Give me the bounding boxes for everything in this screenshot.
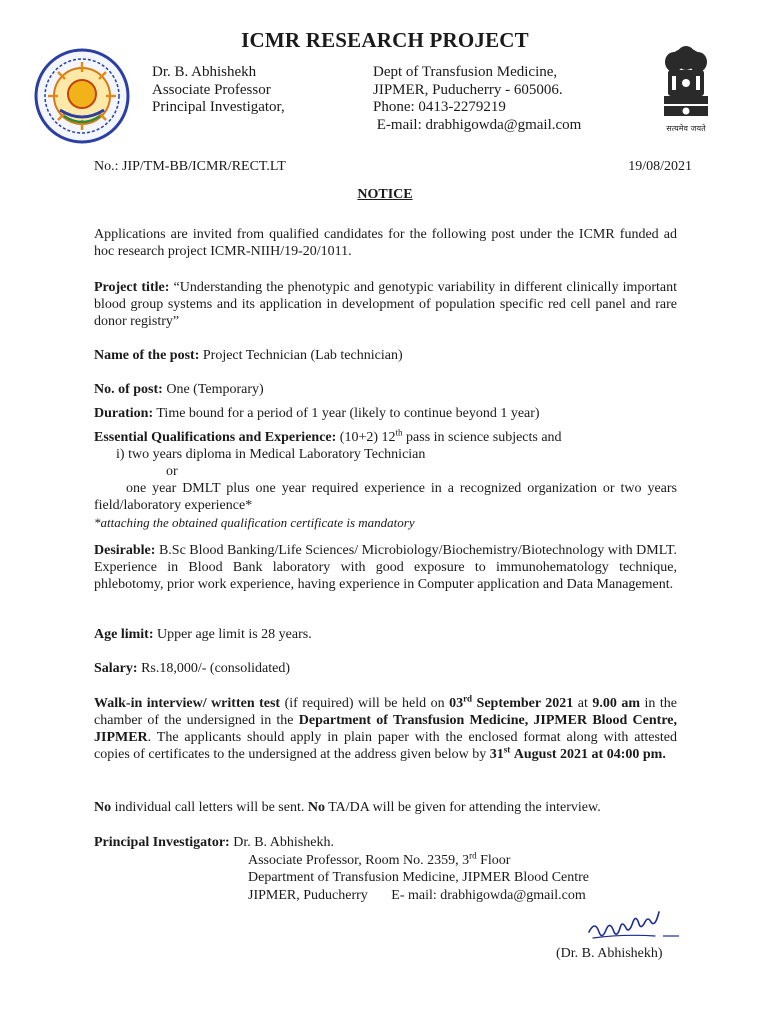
age-text: Upper age limit is 28 years. bbox=[156, 627, 312, 642]
age-label: Age limit: bbox=[94, 627, 154, 642]
salary-line bbox=[94, 660, 677, 677]
handwritten-signature-icon bbox=[585, 910, 685, 944]
pi-label: Principal Investigator: bbox=[94, 835, 230, 850]
desirable-paragraph bbox=[94, 542, 677, 593]
investigator-name: Dr. B. Abhishekh bbox=[152, 64, 257, 80]
qualifications-line bbox=[94, 429, 677, 446]
age-line bbox=[94, 626, 677, 643]
deadline-day: 31 bbox=[489, 747, 504, 762]
walkin-month: September 2021 bbox=[476, 696, 574, 711]
pi-email: E- mail: drabhigowda@gmail.com bbox=[391, 887, 586, 903]
num-posts-line bbox=[94, 381, 677, 398]
walkin-text-3: in the chamber of the undersigned in the bbox=[94, 696, 678, 728]
qualification-item-2: one year DMLT plus one year required experience in a recognized organization or two years field/laboratory experience* bbox=[94, 481, 677, 513]
qualification-item-1 bbox=[94, 446, 677, 463]
desirable-label: Desirable: bbox=[94, 543, 156, 558]
no-letters-text-2: TA/DA will be given for attending the interview. bbox=[328, 800, 601, 815]
emblem-motto: सत्यमेव जयते bbox=[666, 124, 706, 133]
post-text: Project Technician (Lab technician) bbox=[202, 348, 403, 363]
qualifications-label: Essential Qualifications and Experience: bbox=[94, 430, 337, 445]
walkin-text-4: . The applicants should apply in plain paper with the enclosed format along with attested copies of certificates to the undersigned at the address given below by bbox=[94, 730, 677, 762]
duration-text: Time bound for a period of 1 year (likely to continue beyond 1 year) bbox=[156, 406, 540, 421]
project-paragraph bbox=[94, 279, 677, 330]
reference-line bbox=[94, 159, 692, 175]
pi-room: Associate Professor, Room No. 2359, 3 bbox=[248, 852, 470, 868]
walkin-paragraph bbox=[94, 695, 677, 763]
project-label: Project title: bbox=[94, 280, 170, 295]
department-block bbox=[373, 64, 581, 134]
walkin-text-2: at bbox=[577, 696, 588, 711]
pi-line-3: Department of Transfusion Medicine, JIPMER Blood Centre bbox=[248, 870, 590, 885]
walkin-day-sup: rd bbox=[463, 693, 473, 704]
department-address: JIPMER, Puducherry - 605006. bbox=[373, 81, 563, 98]
qualification-or: or bbox=[166, 464, 178, 479]
no-letters-text-1: individual call letters will be sent. bbox=[114, 800, 305, 815]
salary-text: Rs.18,000/- (consolidated) bbox=[141, 661, 290, 676]
deadline-rest: August 2021 at 04:00 pm. bbox=[513, 747, 666, 762]
desirable-text: B.Sc Blood Banking/Life Sciences/ Microbiology/Biochemistry/Biotechnology with DMLT. Experience in Blood Bank laboratory with good exposure to immunohematology technique, phlebotomy, prior work experience, having experience in Computer application and Data Management. bbox=[94, 543, 677, 592]
walkin-department: Department of Transfusion Medicine, JIPMER Blood Centre, JIPMER bbox=[94, 713, 678, 745]
intro-paragraph: Applications are invited from qualified candidates for the following post under the ICMR funded ad hoc research project ICMR-NIIH/19-20/1011. bbox=[94, 227, 677, 259]
qualifications-lead: (10+2) 12 bbox=[339, 430, 396, 445]
pi-city: JIPMER, Puducherry bbox=[248, 887, 368, 903]
pi-floor-sup: rd bbox=[469, 849, 477, 860]
item-marker: i) bbox=[116, 447, 125, 462]
department-phone: Phone: 0413-2279219 bbox=[373, 99, 506, 115]
investigator-designation: Associate Professor bbox=[152, 81, 271, 98]
pi-line-2 bbox=[94, 849, 677, 870]
pi-block bbox=[94, 834, 677, 904]
salary-label: Salary: bbox=[94, 661, 138, 676]
walkin-day: 03 bbox=[449, 696, 464, 711]
qualifications-tail: pass in science subjects and bbox=[406, 430, 562, 445]
reference-number: No.: JIP/TM-BB/ICMR/RECT.LT bbox=[94, 159, 286, 174]
post-line bbox=[94, 347, 677, 364]
project-text: “Understanding the phenotypic and genotypic variability in different clinically important blood group systems and its application in development of population specific red cell panel and rare donor registry” bbox=[94, 280, 678, 329]
qualifications-sup: th bbox=[395, 427, 403, 438]
pi-floor: Floor bbox=[476, 852, 511, 868]
walkin-text-1: (if required) will be held on bbox=[284, 696, 445, 711]
pi-line-4 bbox=[94, 887, 677, 905]
department-name: Dept of Transfusion Medicine, bbox=[373, 64, 558, 80]
walkin-label: Walk-in interview/ written test bbox=[94, 696, 281, 711]
walkin-time: 9.00 am bbox=[592, 696, 641, 711]
no-letters-no-2: No bbox=[307, 800, 325, 815]
national-emblem-icon bbox=[652, 40, 720, 136]
investigator-block bbox=[152, 64, 285, 117]
deadline-sup: st bbox=[503, 744, 511, 755]
duration-label: Duration: bbox=[94, 406, 154, 421]
page-title: ICMR RESEARCH PROJECT bbox=[241, 28, 529, 52]
item-text: two years diploma in Medical Laboratory Technician bbox=[128, 447, 426, 462]
investigator-role: Principal Investigator, bbox=[152, 99, 285, 115]
num-posts-label: No. of post: bbox=[94, 382, 163, 397]
no-letters-no-1: No bbox=[94, 800, 112, 815]
no-letters-line bbox=[94, 799, 677, 816]
pi-line-1 bbox=[94, 834, 677, 852]
signatory-name: (Dr. B. Abhishekh) bbox=[556, 946, 663, 961]
duration-line bbox=[94, 405, 677, 422]
notice-date: 19/08/2021 bbox=[628, 159, 692, 174]
notice-heading: NOTICE bbox=[357, 187, 413, 202]
department-email: E-mail: drabhigowda@gmail.com bbox=[373, 116, 582, 133]
post-label: Name of the post: bbox=[94, 348, 200, 363]
num-posts-text: One (Temporary) bbox=[166, 382, 264, 397]
institute-seal-icon bbox=[34, 48, 130, 144]
qualification-note: *attaching the obtained qualification certificate is mandatory bbox=[94, 515, 415, 530]
pi-name: Dr. B. Abhishekh. bbox=[233, 835, 334, 850]
qualifications-block bbox=[94, 429, 677, 531]
